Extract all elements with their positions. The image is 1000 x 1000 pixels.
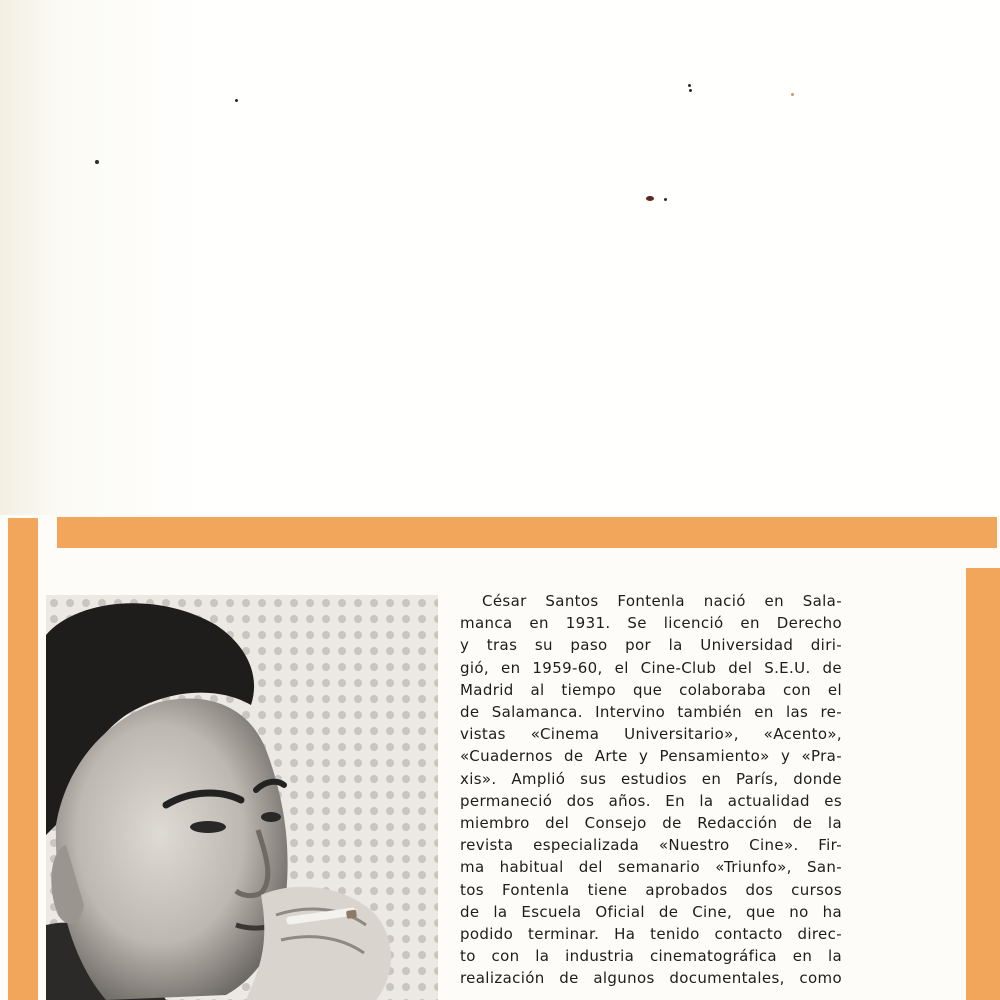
paper-speck bbox=[791, 93, 794, 96]
bio-line: Madrid al tiempo que colaboraba con el bbox=[460, 680, 842, 699]
bio-line: miembro del Consejo de Redacción de la bbox=[460, 814, 842, 833]
orange-bar-right bbox=[966, 568, 1000, 1000]
bio-line: de la Escuela Oficial de Cine, que no ha bbox=[460, 902, 842, 921]
orange-bar-left bbox=[8, 518, 38, 1000]
bio-line: vistas «Cinema Universitario», «Acento», bbox=[460, 725, 842, 744]
bio-line: gió, en 1959-60, el Cine-Club del S.E.U. de bbox=[460, 658, 842, 677]
bio-line: to con la industria cinematográfica en la bbox=[460, 947, 842, 966]
bio-line: de Salamanca. Intervino también en las re- bbox=[460, 703, 842, 722]
paper-speck bbox=[689, 89, 692, 92]
bio-line: y tras su paso por la Universidad diri- bbox=[460, 636, 842, 655]
bio-line: tos Fontenla tiene aprobados dos cursos bbox=[460, 880, 842, 899]
bio-line: ma habitual del semanario «Triunfo», San- bbox=[460, 858, 842, 877]
bio-line: César Santos Fontenla nació en Sala- bbox=[482, 592, 842, 610]
bio-line: xis». Amplió sus estudios en París, donde bbox=[460, 769, 842, 788]
orange-bar-top bbox=[57, 517, 997, 548]
bio-line: revista especializada «Nuestro Cine». Fir- bbox=[460, 836, 842, 855]
paper-speck bbox=[646, 196, 654, 201]
paper-speck bbox=[664, 198, 667, 201]
bio-line: «Cuadernos de Arte y Pensamiento» y «Pra- bbox=[460, 747, 842, 766]
author-biography bbox=[460, 590, 842, 990]
paper-speck bbox=[688, 84, 691, 87]
author-portrait-photo bbox=[46, 595, 438, 1000]
paper-speck bbox=[95, 160, 99, 164]
bio-line: realización de algunos documentales, como bbox=[460, 969, 842, 988]
bio-line: permaneció dos años. En la actualidad es bbox=[460, 791, 842, 810]
paper-speck bbox=[235, 99, 238, 102]
bio-line: podido terminar. Ha tenido contacto direc- bbox=[460, 925, 842, 944]
bio-line: manca en 1931. Se licenció en Derecho bbox=[460, 614, 842, 633]
